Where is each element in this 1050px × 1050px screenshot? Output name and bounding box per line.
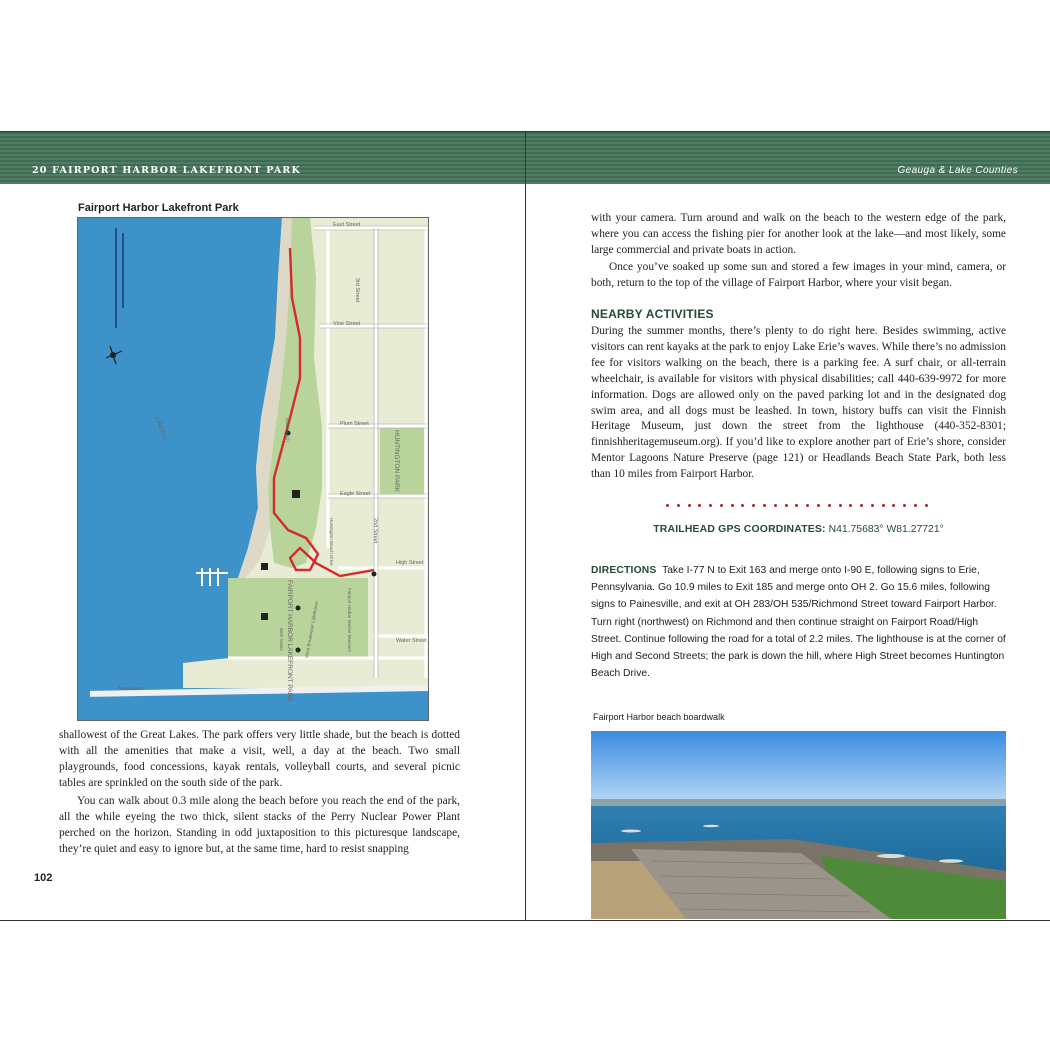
label-huntington-beach-drive: Huntington Beach Drive [329, 518, 334, 566]
label-lakefront-park: FAIRPORT HARBOR LAKEFRONT PARK [286, 580, 293, 702]
gps-value: N41.75683° W81.27721° [828, 524, 944, 535]
label-east-street: East Street [333, 222, 361, 228]
photo-sky [591, 731, 1006, 806]
right-running-head: Geauga & Lake Counties [897, 165, 1018, 176]
right-header-band [526, 132, 1050, 184]
right-paragraph-1: with your camera. Turn around and walk on the beach to the western edge of the park, where you can access the fishing pier for another look at the lake—and most likely, some large commercial and private boats in action. [591, 212, 1006, 256]
photo-caption: Fairport Harbor beach boardwalk [593, 712, 725, 722]
dotted-divider [666, 504, 928, 508]
right-paragraph-2: Once you’ve soaked up some sun and stored a few images in your mind, camera, or both, return to the top of the village of Fairport Harbor, where your visit began. [591, 261, 1006, 289]
label-marine-museum: Fairport Harbor Marine Museum [347, 588, 352, 653]
label-west-breakwater-lighthouse: West Breakwater Lighthouse [304, 600, 319, 659]
boardwalk-photo [591, 731, 1006, 919]
label-breakwater: Breakwater [118, 686, 144, 692]
left-header-band [0, 132, 525, 184]
page-number: 102 [34, 872, 53, 884]
lower-park [228, 578, 368, 658]
directions-block [591, 562, 1006, 682]
gps-label: TRAILHEAD GPS COORDINATES: [653, 524, 826, 535]
page-gutter [525, 132, 526, 920]
directions-text: Take I-77 N to Exit 163 and merge onto I-90 E, following signs to Erie, Pennsylvania. Go 10.9 miles to Exit 185 and merge onto OH 2. Go 15.6 miles, following signs to Painesville, and exit at OH 283/OH 535/Richmond Street toward Fairport Harbor. Turn right (northwest) on Richmond and then continue straight on Fairport Road/High Street. Continue following the road for a total of 2.2 miles. The lighthouse is at the corner of High and Second Streets; the park is down the hill, where High Street becomes Huntington Beach Drive. [591, 565, 1006, 680]
label-plum-street: Plum Street [340, 421, 369, 427]
photo-horizon [591, 799, 1006, 807]
nearby-activities-text: During the summer months, there’s plenty to do right here. Besides swimming, active visitors can rent kayaks at the park to enjoy Lake Erie’s waves. While there’s no admission fee for visitors walking on the beach, there is a parking fee. A surf chair, or all-terrain wheelchair, is available for visitors with physical disabilities; call 440-639-9972 for more information. Dogs are allowed only on the paved parking lot and in the designated dog swim area, and all dogs must be leashed. In town, history buffs can visit the Finnish Heritage Museum, just down the street from the lighthouse (440-352-8301; finnishheritagemuseum.org). If you’d like to explore another part of Erie’s shore, consider Mentor Lagoons Nature Preserve (page 121) or Headlands Beach State Park, both less than 10 miles from Fairport Harbor. [591, 325, 1006, 481]
label-second-street: 2nd Street [372, 518, 378, 544]
label-bath-house: Bath house [279, 628, 284, 651]
huntington-park-area [380, 428, 424, 496]
label-high-street: High Street [396, 560, 424, 566]
label-lake-erie: Lake Erie [154, 416, 168, 441]
trailhead-gps [591, 524, 1006, 535]
left-paragraph-1: shallowest of the Great Lakes. The park offers very little shade, but the beach is dotted with all the amenities that make a visit, well, a day at the beach. Two small playgrounds, food concessions, kayak rentals, volleyball courts, and several picnic tables are sprinkled on the south side of the park. [59, 729, 460, 789]
label-huntington-park: HUNTINGTON PARK [393, 430, 400, 493]
label-eagle-street: Eagle Street [340, 491, 371, 497]
park-map [77, 217, 429, 721]
label-third-street: 3rd Street [354, 278, 360, 303]
left-paragraph-2: You can walk about 0.3 mile along the beach before you reach the end of the park, all the while eyeing the two thick, silent stacks of the Perry Nuclear Power Plant perched on the horizon. Standing in odd juxtaposition to this picturesque landscape, they’re quiet and easy to ignore but, at the same time, hard to resist snapping [59, 795, 460, 855]
directions-label: DIRECTIONS [591, 565, 657, 576]
label-boat-launch: Boat launch [285, 418, 290, 442]
book-spread [0, 131, 1050, 921]
label-vine-street: Vine Street [333, 321, 361, 327]
map-title: Fairport Harbor Lakefront Park [78, 202, 239, 214]
nearby-activities-heading: NEARBY ACTIVITIES [591, 307, 714, 321]
label-water-street: Water Street [396, 638, 427, 644]
left-running-head: 20 FAIRPORT HARBOR LAKEFRONT PARK [32, 165, 301, 176]
